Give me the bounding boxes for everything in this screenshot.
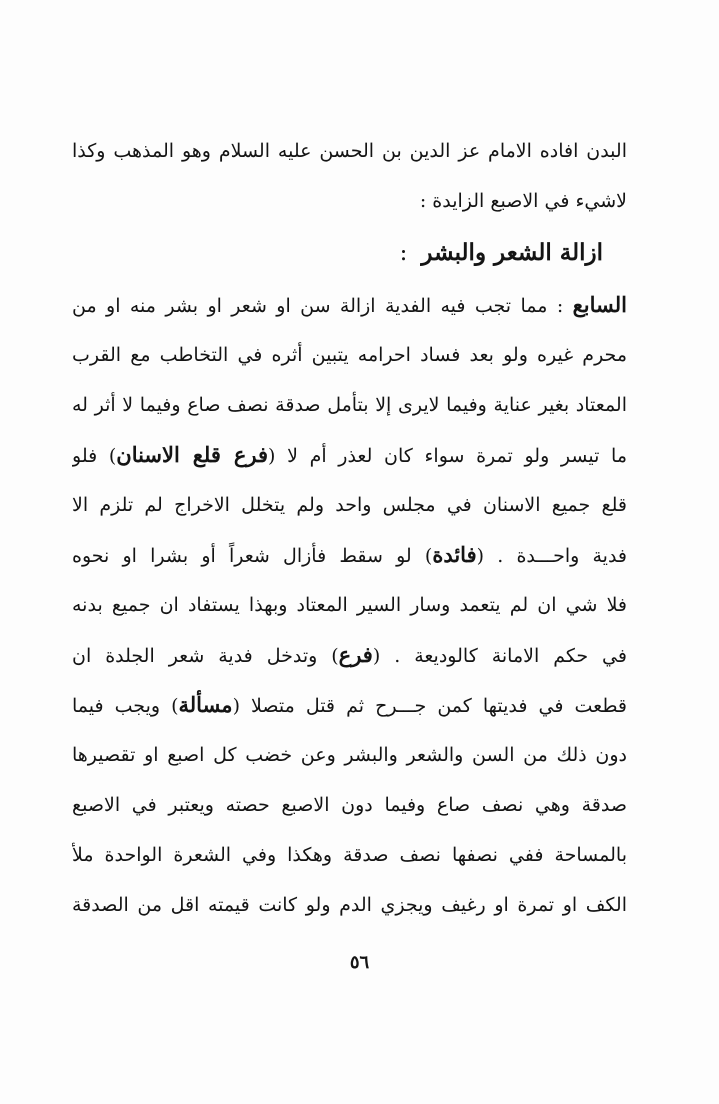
subheading-masala: مسألة <box>178 692 233 717</box>
text-line <box>72 126 627 176</box>
line-text: المعتاد بغير عناية وفيما لايرى إلا بتأمل صدقة نصف صاع وفيما لا أثر له <box>72 394 627 416</box>
line-text: محرم غيره ولو بعد فساد احرامه يتبين أثره في التخاطب مع القرب <box>72 344 627 366</box>
text-line <box>72 730 627 780</box>
subheading-far: فرع قلع الاسنان <box>116 442 269 467</box>
line-text: قلع جميع الاسنان في مجلس واحد ولم يتخلل الاخراج لم تلزم الا <box>72 494 627 516</box>
line-text: فلا شي ان لم يتعمد وسار السير المعتاد وبهذا يستفاد ان جميع بدنه <box>72 594 627 616</box>
line-text: ) فلو <box>72 445 117 467</box>
subheading-faida: فائدة <box>432 542 477 567</box>
line-text: صدقة وهي نصف صاع وفيما دون الاصبع حصته ويعتبر في الاصبع <box>72 794 627 816</box>
line-text: ) لو سقط فأزال شعراً أو بشرا او نحوه <box>72 545 433 567</box>
line-text: الكف او تمرة او رغيف ويجزي الدم ولو كانت قيمته اقل من الصدقة <box>72 894 627 916</box>
section-label: السابع <box>572 292 627 317</box>
line-text: ما تيسر ولو تمرة سواء كان لعذر أم لا ( <box>268 445 627 467</box>
line-text: البدن افاده الامام عز الدين بن الحسن عليه السلام وهو المذهب وكذا <box>72 140 627 162</box>
text-line <box>72 480 627 530</box>
text-line <box>72 330 627 380</box>
line-text: قطعت في فديتها كمن جـــرح ثم قتل متصلا ( <box>232 695 627 717</box>
text-line <box>72 880 627 930</box>
text-line <box>72 530 627 580</box>
line-text: دون ذلك من السن والشعر والبشر وعن خضب كل اصبع او تقصيرها <box>72 744 627 766</box>
line-text: فدية واحـــدة . ( <box>476 545 627 567</box>
line-text: في حكم الامانة كالوديعة . ( <box>372 645 627 667</box>
text-line <box>72 630 627 680</box>
heading-title: ازالة الشعر والبشر <box>421 239 603 266</box>
text-line <box>72 430 627 480</box>
page-text <box>72 126 627 930</box>
line-text: ) وتدخل فدية شعر الجلدة ان <box>72 645 339 667</box>
text-line <box>72 380 627 430</box>
text-line <box>72 580 627 630</box>
text-line <box>72 830 627 880</box>
section-heading <box>72 226 627 280</box>
line-text: ) ويجب فيما <box>72 695 179 717</box>
text-line <box>72 780 627 830</box>
text-line <box>72 176 627 226</box>
page-number: ٥٦ <box>349 952 370 973</box>
line-text: : مما تجب فيه الفدية ازالة سن او شعر او بشر منه او من <box>72 295 564 317</box>
text-line <box>72 280 627 330</box>
heading-colon: : <box>399 240 408 266</box>
line-text: بالمساحة ففي نصفها نصف صدقة وهكذا وفي الشعرة الواحدة ملأ <box>72 844 627 866</box>
text-line <box>72 680 627 730</box>
line-text: لاشيء في الاصبع الزايدة : <box>419 190 627 212</box>
subheading-far: فرع <box>338 642 373 667</box>
